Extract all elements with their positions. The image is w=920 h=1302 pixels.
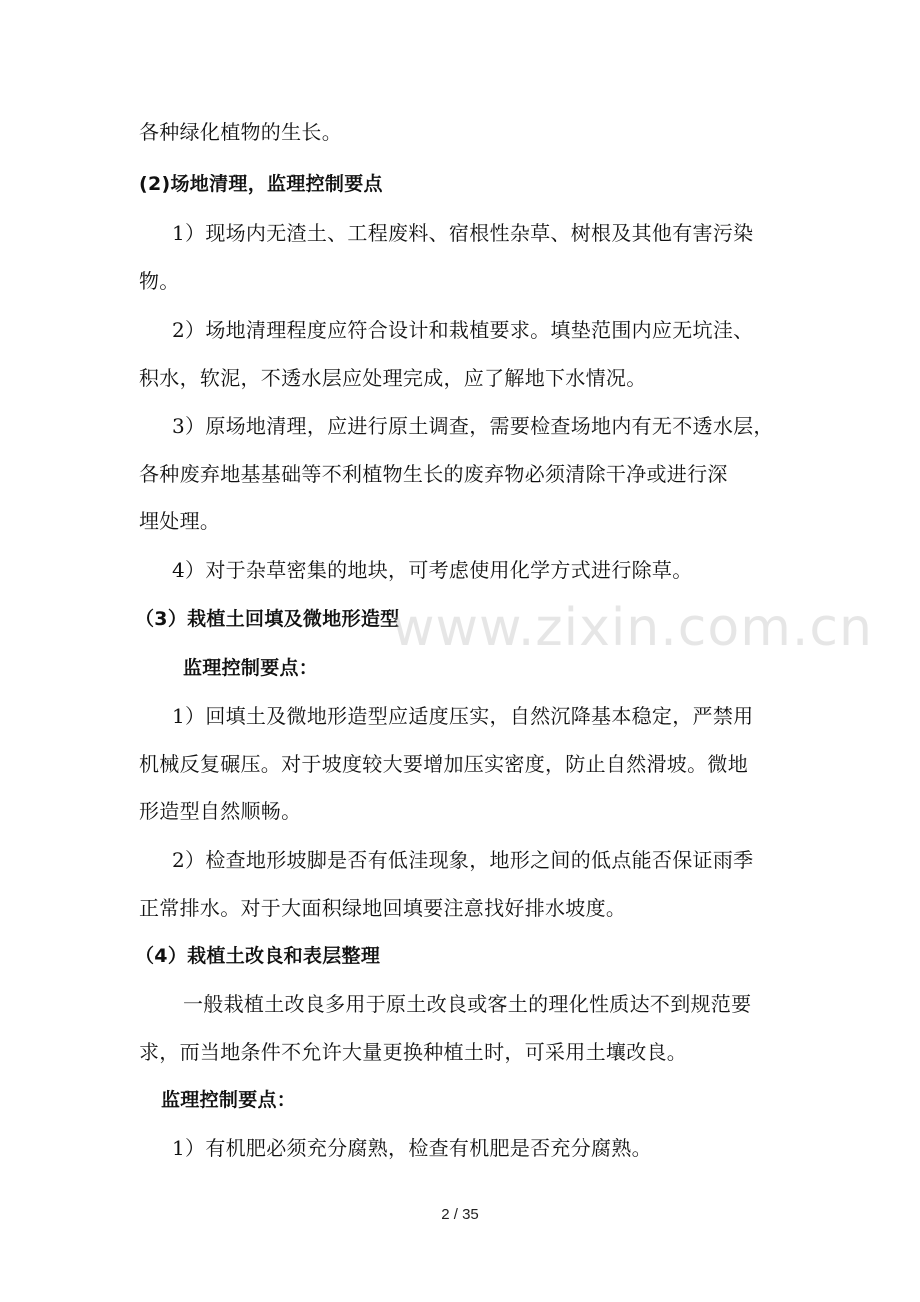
paragraph-line: 各种绿化植物的生长。 <box>139 120 342 144</box>
paragraph-line: 2）检查地形坡脚是否有低洼现象，地形之间的低点能否保证雨季 <box>172 848 754 872</box>
paragraph-line: 1）有机肥必须充分腐熟，检查有机肥是否充分腐熟。 <box>172 1136 652 1160</box>
paragraph-line: 求，而当地条件不允许大量更换种植土时，可采用土壤改良。 <box>139 1040 688 1064</box>
paragraph-line: 1）现场内无渣土、工程废料、宿根性杂草、树根及其他有害污染 <box>172 221 754 245</box>
section-heading: (2)场地清理，监理控制要点 <box>139 173 383 195</box>
paragraph-line: 2）场地清理程度应符合设计和栽植要求。填垫范围内应无坑洼、 <box>172 318 754 342</box>
paragraph-line: 埋处理。 <box>139 509 221 533</box>
paragraph-line: 机械反复碾压。对于坡度较大要增加压实密度，防止自然滑坡。微地 <box>139 752 748 776</box>
paragraph-line: 形造型自然顺畅。 <box>139 799 302 823</box>
paragraph-line: 积水，软泥，不透水层应处理完成，应了解地下水情况。 <box>139 366 647 390</box>
page-number: 2 / 35 <box>441 1206 479 1223</box>
paragraph-line: 一般栽植土改良多用于原土改良或客土的理化性质达不到规范要 <box>183 992 752 1016</box>
subheading: 监理控制要点： <box>183 657 319 679</box>
subheading: 监理控制要点： <box>161 1089 297 1111</box>
paragraph-line: 1）回填土及微地形造型应适度压实，自然沉降基本稳定，严禁用 <box>172 704 754 728</box>
paragraph-line: 各种废弃地基基础等不利植物生长的废弃物必须清除干净或进行深 <box>139 462 728 486</box>
watermark: www.zixin.com.cn <box>392 598 873 658</box>
paragraph-line: 3）原场地清理，应进行原土调查，需要检查场地内有无不透水层， <box>172 414 774 438</box>
section-heading: （4）栽植土改良和表层整理 <box>135 945 381 967</box>
section-heading: （3）栽植土回填及微地形造型 <box>135 608 400 630</box>
paragraph-line: 物。 <box>139 269 180 293</box>
paragraph-line: 正常排水。对于大面积绿地回填要注意找好排水坡度。 <box>139 896 627 920</box>
paragraph-line: 4）对于杂草密集的地块，可考虑使用化学方式进行除草。 <box>172 558 693 582</box>
